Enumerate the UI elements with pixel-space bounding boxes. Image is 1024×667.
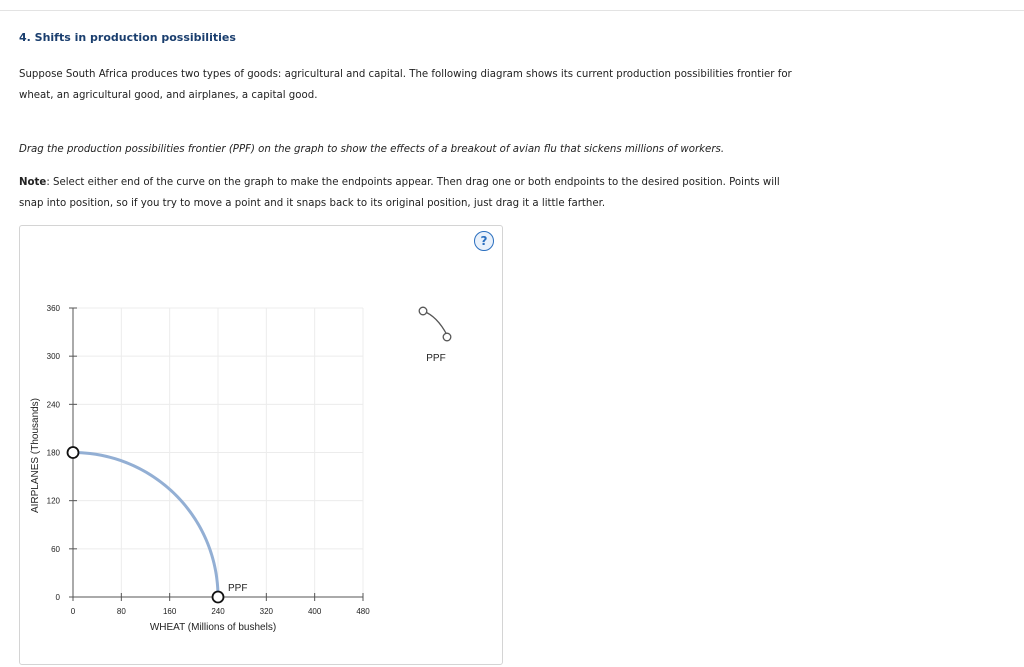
x-tick-label: 480	[356, 607, 370, 616]
y-tick-label: 60	[51, 544, 60, 554]
help-icon[interactable]: ?	[474, 231, 494, 251]
note-line-1: : Select either end of the curve on the graph to make the endpoints appear. Then drag one or both endpoints to the desired position. Points will	[46, 177, 780, 188]
intro-line-1: Suppose South Africa produces two types of goods: agricultural and capital. The following diagram shows its current production possibilities frontier for	[19, 69, 792, 80]
x-axis-label: WHEAT (Millions of bushels)	[149, 622, 277, 633]
axes	[69, 308, 363, 601]
x-tick-label: 240	[211, 607, 225, 616]
grid-lines	[73, 308, 363, 597]
ppf-drag-tool-icon[interactable]	[419, 307, 451, 341]
y-tick-label: 300	[46, 352, 60, 362]
x-tick-labels	[71, 607, 370, 616]
x-tick-label: 320	[259, 607, 274, 616]
intro-line-2: wheat, an agricultural good, and airplanes, a capital good.	[19, 90, 318, 101]
ppf-x-intercept-handle[interactable]	[213, 592, 224, 603]
y-tick-label: 240	[46, 400, 60, 410]
ppf-curve-label: PPF	[228, 583, 248, 594]
y-tick-label: 360	[46, 304, 60, 313]
ppf-curve[interactable]	[73, 453, 218, 598]
x-tick-label: 80	[116, 607, 126, 616]
y-tick-labels	[47, 304, 61, 602]
question-title: 4. Shifts in production possibilities	[19, 31, 236, 44]
ppf-y-intercept-handle[interactable]	[68, 447, 79, 458]
x-tick-label: 0	[70, 607, 76, 616]
ppf-drag-tool-label: PPF	[426, 353, 446, 364]
note-label: Note	[19, 177, 47, 188]
x-tick-label: 160	[162, 607, 177, 616]
y-tick-label: 120	[46, 496, 60, 506]
y-tick-label: 180	[46, 448, 60, 458]
instruction-text: Drag the production possibilities frontier (PPF) on the graph to show the effects of a breakout of avian flu that sickens millions of workers.	[19, 144, 725, 155]
note-line-2: snap into position, so if you try to move a point and it snaps back to its original position, just drag it a little farther.	[19, 198, 606, 209]
x-tick-label: 400	[307, 607, 322, 616]
y-tick-label: 0	[55, 593, 60, 602]
y-axis-label: AIRPLANES (Thousands)	[30, 397, 41, 514]
